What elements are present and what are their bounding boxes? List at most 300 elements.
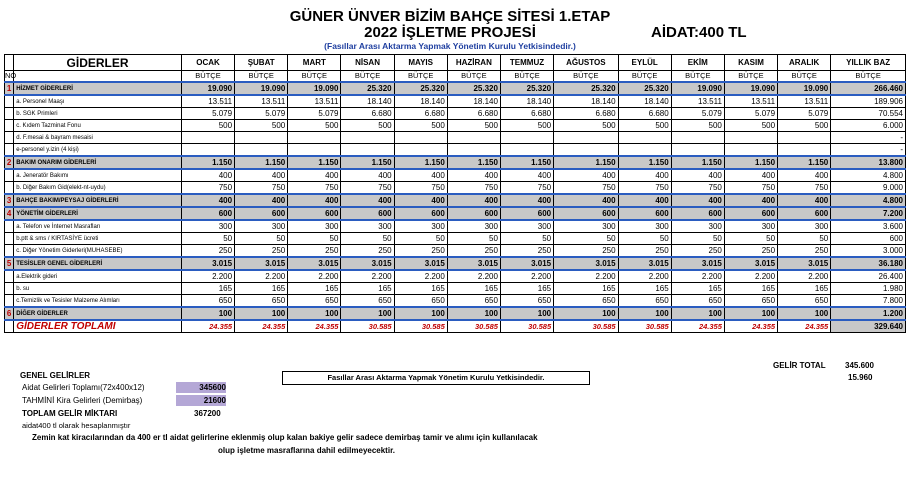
month-value: 400 bbox=[235, 194, 288, 207]
annual-value: 1.200 bbox=[831, 307, 906, 320]
month-value: 750 bbox=[235, 182, 288, 195]
month-value: 6.680 bbox=[341, 108, 394, 120]
month-value: 100 bbox=[724, 307, 777, 320]
butce-label: BÜTÇE bbox=[447, 71, 500, 83]
item-row bbox=[5, 120, 906, 132]
month-value: 24.355 bbox=[288, 320, 341, 333]
month-value: 13.511 bbox=[181, 95, 234, 108]
month-value: 400 bbox=[288, 169, 341, 182]
month-value: 400 bbox=[671, 194, 724, 207]
row-label: a. Jeneratör Bakımı bbox=[14, 169, 182, 182]
month-value: 400 bbox=[500, 169, 553, 182]
month-value: 1.150 bbox=[618, 156, 671, 169]
month-value: 500 bbox=[394, 120, 447, 132]
month-value bbox=[671, 144, 724, 157]
toplam-gelir-label: TOPLAM GELİR MİKTARI bbox=[22, 409, 118, 418]
group-row bbox=[5, 307, 906, 320]
month-value bbox=[341, 132, 394, 144]
month-value: 100 bbox=[288, 307, 341, 320]
month-value: 750 bbox=[288, 182, 341, 195]
month-value: 300 bbox=[778, 220, 831, 233]
month-value: 650 bbox=[341, 295, 394, 308]
month-value: 18.140 bbox=[394, 95, 447, 108]
annual-value: 3.600 bbox=[831, 220, 906, 233]
item-row bbox=[5, 182, 906, 195]
row-label: HİZMET GİDERLERİ bbox=[14, 82, 182, 95]
group-row bbox=[5, 257, 906, 270]
yillik-header: YILLIK BAZ bbox=[831, 55, 906, 71]
month-header: MART bbox=[288, 55, 341, 71]
month-value: 2.200 bbox=[778, 270, 831, 283]
month-value: 600 bbox=[554, 207, 618, 220]
month-value: 300 bbox=[500, 220, 553, 233]
month-value: 165 bbox=[724, 283, 777, 295]
month-value: 165 bbox=[671, 283, 724, 295]
month-value: 600 bbox=[235, 207, 288, 220]
month-value bbox=[235, 144, 288, 157]
month-header: ŞUBAT bbox=[235, 55, 288, 71]
month-value: 1.150 bbox=[181, 156, 234, 169]
month-value: 650 bbox=[778, 295, 831, 308]
butce-label: BÜTÇE bbox=[778, 71, 831, 83]
month-value: 100 bbox=[554, 307, 618, 320]
month-header: EYLÜL bbox=[618, 55, 671, 71]
budget-table bbox=[4, 54, 906, 333]
group-row bbox=[5, 156, 906, 169]
month-value: 2.200 bbox=[671, 270, 724, 283]
month-value: 100 bbox=[671, 307, 724, 320]
butce-label: BÜTÇE bbox=[618, 71, 671, 83]
month-value: 100 bbox=[618, 307, 671, 320]
month-value: 600 bbox=[778, 207, 831, 220]
month-value: 500 bbox=[554, 120, 618, 132]
month-value bbox=[394, 144, 447, 157]
month-value: 3.015 bbox=[235, 257, 288, 270]
row-number: 1 bbox=[5, 82, 14, 95]
month-value: 500 bbox=[341, 120, 394, 132]
month-value: 3.015 bbox=[724, 257, 777, 270]
row-number bbox=[5, 233, 14, 245]
month-value: 400 bbox=[618, 194, 671, 207]
group-row bbox=[5, 194, 906, 207]
month-value: 19.090 bbox=[671, 82, 724, 95]
month-value: 650 bbox=[500, 295, 553, 308]
month-value: 1.150 bbox=[341, 156, 394, 169]
row-label: b. Diğer Bakım Gid(elekt-nt-uydu) bbox=[14, 182, 182, 195]
month-value: 400 bbox=[447, 194, 500, 207]
header-row bbox=[5, 55, 906, 71]
aidat-gelirleri-label: Aidat Gelirleri Toplamı(72x400x12) bbox=[22, 383, 145, 392]
genel-gelirler-label: GENEL GELİRLER bbox=[20, 371, 91, 380]
month-value: 500 bbox=[671, 120, 724, 132]
month-value: 600 bbox=[671, 207, 724, 220]
row-number: 6 bbox=[5, 307, 14, 320]
month-value: 13.511 bbox=[724, 95, 777, 108]
month-value: 100 bbox=[500, 307, 553, 320]
month-value: 600 bbox=[500, 207, 553, 220]
month-value: 19.090 bbox=[778, 82, 831, 95]
month-value: 500 bbox=[724, 120, 777, 132]
month-value: 750 bbox=[394, 182, 447, 195]
row-number bbox=[5, 283, 14, 295]
gelir-total-value: 345.600 bbox=[845, 361, 874, 370]
butce-label: BÜTÇE bbox=[831, 71, 906, 83]
month-value: 165 bbox=[181, 283, 234, 295]
month-value: 650 bbox=[235, 295, 288, 308]
month-value: 600 bbox=[724, 207, 777, 220]
no-header: NO bbox=[5, 71, 17, 80]
butce-row bbox=[5, 71, 906, 83]
month-value: 1.150 bbox=[554, 156, 618, 169]
month-value: 650 bbox=[724, 295, 777, 308]
month-value: 2.200 bbox=[724, 270, 777, 283]
item-row bbox=[5, 108, 906, 120]
month-value: 500 bbox=[181, 120, 234, 132]
month-value: 30.585 bbox=[500, 320, 553, 333]
month-value: 50 bbox=[447, 233, 500, 245]
row-label: b. su bbox=[14, 283, 182, 295]
month-value bbox=[447, 144, 500, 157]
page-subtitle: 2022 İŞLETME PROJESİ bbox=[364, 24, 536, 41]
month-value: 165 bbox=[394, 283, 447, 295]
toplam-gelir-value: 367200 bbox=[194, 409, 221, 418]
annual-value: 7.800 bbox=[831, 295, 906, 308]
month-value: 750 bbox=[500, 182, 553, 195]
month-header: TEMMUZ bbox=[500, 55, 553, 71]
month-value: 400 bbox=[341, 169, 394, 182]
row-label: c.Temizlik ve Tesisler Malzeme Alımları bbox=[14, 295, 182, 308]
month-value: 100 bbox=[235, 307, 288, 320]
month-value: 600 bbox=[288, 207, 341, 220]
annual-value: 329.640 bbox=[831, 320, 906, 333]
group-row bbox=[5, 82, 906, 95]
month-value: 400 bbox=[724, 169, 777, 182]
month-value: 600 bbox=[394, 207, 447, 220]
month-value: 400 bbox=[554, 194, 618, 207]
month-value: 165 bbox=[618, 283, 671, 295]
row-number: 5 bbox=[5, 257, 14, 270]
month-value: 400 bbox=[181, 194, 234, 207]
month-value: 300 bbox=[181, 220, 234, 233]
row-number: 3 bbox=[5, 194, 14, 207]
butce-label: BÜTÇE bbox=[500, 71, 553, 83]
month-value: 13.511 bbox=[288, 95, 341, 108]
month-value: 24.355 bbox=[724, 320, 777, 333]
annual-value: - bbox=[831, 132, 906, 144]
month-value: 250 bbox=[778, 245, 831, 258]
month-value: 3.015 bbox=[618, 257, 671, 270]
butce-label: BÜTÇE bbox=[181, 71, 234, 83]
month-value: 24.355 bbox=[671, 320, 724, 333]
month-value: 1.150 bbox=[394, 156, 447, 169]
annual-value: 3.000 bbox=[831, 245, 906, 258]
month-value: 2.200 bbox=[554, 270, 618, 283]
butce-label: BÜTÇE bbox=[554, 71, 618, 83]
month-value: 750 bbox=[554, 182, 618, 195]
butce-label: BÜTÇE bbox=[394, 71, 447, 83]
item-row bbox=[5, 95, 906, 108]
month-value: 400 bbox=[394, 169, 447, 182]
top-note: (Fasıllar Arası Aktarma Yapmak Yönetim Kurulu Yetkisindedir.) bbox=[324, 41, 576, 51]
row-label: TESİSLER GENEL GİDERLERİ bbox=[14, 257, 182, 270]
month-value: 30.585 bbox=[447, 320, 500, 333]
month-value: 165 bbox=[341, 283, 394, 295]
month-value bbox=[724, 144, 777, 157]
month-value: 165 bbox=[778, 283, 831, 295]
month-value: 400 bbox=[341, 194, 394, 207]
month-value: 650 bbox=[394, 295, 447, 308]
month-value: 19.090 bbox=[724, 82, 777, 95]
annual-value: 189.906 bbox=[831, 95, 906, 108]
month-value: 750 bbox=[724, 182, 777, 195]
month-value: 19.090 bbox=[181, 82, 234, 95]
month-value: 400 bbox=[618, 169, 671, 182]
month-value: 400 bbox=[778, 169, 831, 182]
month-value: 13.511 bbox=[235, 95, 288, 108]
month-value: 300 bbox=[235, 220, 288, 233]
month-value: 18.140 bbox=[500, 95, 553, 108]
month-value: 300 bbox=[341, 220, 394, 233]
row-label: c. Diğer Yönetim Giderleri(MUHASEBE) bbox=[14, 245, 182, 258]
annual-value: 9.000 bbox=[831, 182, 906, 195]
month-value bbox=[554, 144, 618, 157]
month-value bbox=[618, 132, 671, 144]
month-value: 3.015 bbox=[341, 257, 394, 270]
month-value: 50 bbox=[341, 233, 394, 245]
month-value: 6.680 bbox=[554, 108, 618, 120]
month-value: 300 bbox=[288, 220, 341, 233]
transfer-note-box: Fasıllar Arası Aktarma Yapmak Yönetim Kurulu Yetkisindedir. bbox=[282, 371, 590, 385]
month-value: 250 bbox=[724, 245, 777, 258]
month-value: 25.320 bbox=[394, 82, 447, 95]
item-row bbox=[5, 295, 906, 308]
month-value: 3.015 bbox=[554, 257, 618, 270]
month-value: 2.200 bbox=[341, 270, 394, 283]
month-value: 165 bbox=[235, 283, 288, 295]
annual-value: 266.460 bbox=[831, 82, 906, 95]
month-value: 400 bbox=[671, 169, 724, 182]
row-number: 2 bbox=[5, 156, 14, 169]
month-value: 50 bbox=[778, 233, 831, 245]
month-value: 2.200 bbox=[235, 270, 288, 283]
month-value: 5.079 bbox=[671, 108, 724, 120]
month-value: 6.680 bbox=[618, 108, 671, 120]
month-value: 165 bbox=[500, 283, 553, 295]
month-value: 600 bbox=[181, 207, 234, 220]
month-value: 2.200 bbox=[500, 270, 553, 283]
month-value: 250 bbox=[671, 245, 724, 258]
month-value: 6.680 bbox=[500, 108, 553, 120]
month-value: 650 bbox=[181, 295, 234, 308]
month-value: 5.079 bbox=[181, 108, 234, 120]
month-value: 100 bbox=[341, 307, 394, 320]
month-value: 25.320 bbox=[618, 82, 671, 95]
month-value: 3.015 bbox=[671, 257, 724, 270]
month-value: 1.150 bbox=[288, 156, 341, 169]
month-value: 6.680 bbox=[394, 108, 447, 120]
month-value: 500 bbox=[500, 120, 553, 132]
month-value: 24.355 bbox=[778, 320, 831, 333]
month-value: 50 bbox=[671, 233, 724, 245]
month-value: 2.200 bbox=[394, 270, 447, 283]
total-row bbox=[5, 320, 906, 333]
butce-label: BÜTÇE bbox=[288, 71, 341, 83]
month-value: 30.585 bbox=[394, 320, 447, 333]
month-value: 5.079 bbox=[778, 108, 831, 120]
butce-label: BÜTÇE bbox=[341, 71, 394, 83]
month-value: 600 bbox=[447, 207, 500, 220]
month-header: OCAK bbox=[181, 55, 234, 71]
month-value: 3.015 bbox=[288, 257, 341, 270]
month-value bbox=[671, 132, 724, 144]
month-value: 50 bbox=[394, 233, 447, 245]
row-label: a.Elektrik gideri bbox=[14, 270, 182, 283]
annual-value: 26.400 bbox=[831, 270, 906, 283]
month-value: 165 bbox=[288, 283, 341, 295]
month-header: MAYIS bbox=[394, 55, 447, 71]
month-value bbox=[778, 144, 831, 157]
month-value: 165 bbox=[554, 283, 618, 295]
item-row bbox=[5, 283, 906, 295]
month-value: 400 bbox=[235, 169, 288, 182]
row-number bbox=[5, 270, 14, 283]
month-value: 2.200 bbox=[447, 270, 500, 283]
month-value: 30.585 bbox=[554, 320, 618, 333]
month-value: 25.320 bbox=[341, 82, 394, 95]
month-value: 400 bbox=[181, 169, 234, 182]
aidat-label: AİDAT:400 TL bbox=[651, 24, 747, 41]
row-number bbox=[5, 108, 14, 120]
month-value: 400 bbox=[724, 194, 777, 207]
row-number bbox=[5, 182, 14, 195]
month-value: 100 bbox=[394, 307, 447, 320]
item-row bbox=[5, 132, 906, 144]
month-header: AĞUSTOS bbox=[554, 55, 618, 71]
month-value: 13.511 bbox=[778, 95, 831, 108]
annual-value: 7.200 bbox=[831, 207, 906, 220]
month-value bbox=[181, 144, 234, 157]
month-value: 1.150 bbox=[671, 156, 724, 169]
annual-value: 70.554 bbox=[831, 108, 906, 120]
month-value: 400 bbox=[778, 194, 831, 207]
row-number bbox=[5, 220, 14, 233]
month-value: 1.150 bbox=[500, 156, 553, 169]
month-value: 300 bbox=[447, 220, 500, 233]
month-value bbox=[500, 144, 553, 157]
annual-value: 600 bbox=[831, 233, 906, 245]
month-value: 750 bbox=[181, 182, 234, 195]
giderler-header: GİDERLER bbox=[14, 55, 182, 71]
row-label: e-personel y.izin (4 kişi) bbox=[14, 144, 182, 157]
row-label: b.ptt & sms / KIRTASİYE ücreti bbox=[14, 233, 182, 245]
month-value: 250 bbox=[394, 245, 447, 258]
month-value: 300 bbox=[618, 220, 671, 233]
month-value: 3.015 bbox=[447, 257, 500, 270]
month-value: 650 bbox=[447, 295, 500, 308]
month-value: 5.079 bbox=[288, 108, 341, 120]
footer-note-2: olup işletme masraflarına dahil edilmeyecektir. bbox=[218, 446, 395, 455]
row-label: BAKIM ONARIM GİDERLERİ bbox=[14, 156, 182, 169]
month-value: 300 bbox=[554, 220, 618, 233]
month-value: 24.355 bbox=[235, 320, 288, 333]
month-value: 18.140 bbox=[341, 95, 394, 108]
page-title: GÜNER ÜNVER BİZİM BAHÇE SİTESİ 1.ETAP bbox=[289, 8, 611, 25]
month-value bbox=[724, 132, 777, 144]
month-value bbox=[394, 132, 447, 144]
month-value: 600 bbox=[618, 207, 671, 220]
month-value: 650 bbox=[554, 295, 618, 308]
month-value: 24.355 bbox=[181, 320, 234, 333]
row-label: d. F.mesai & bayram mesaisi bbox=[14, 132, 182, 144]
item-row bbox=[5, 233, 906, 245]
row-number bbox=[5, 144, 14, 157]
month-value: 5.079 bbox=[235, 108, 288, 120]
month-value: 250 bbox=[235, 245, 288, 258]
annual-value: 4.800 bbox=[831, 169, 906, 182]
month-value: 1.150 bbox=[724, 156, 777, 169]
annual-value: 6.000 bbox=[831, 120, 906, 132]
row-label: BAHÇE BAKIM/PEYSAJ GİDERLERİ bbox=[14, 194, 182, 207]
month-value: 50 bbox=[618, 233, 671, 245]
month-value: 500 bbox=[235, 120, 288, 132]
month-value: 400 bbox=[554, 169, 618, 182]
row-label: GİDERLER TOPLAMI bbox=[14, 320, 182, 333]
kira-label: TAHMİNİ Kira Gelirleri (Demirbaş) bbox=[22, 396, 143, 405]
row-number: 4 bbox=[5, 207, 14, 220]
row-number bbox=[5, 295, 14, 308]
month-value: 750 bbox=[618, 182, 671, 195]
month-value: 3.015 bbox=[778, 257, 831, 270]
month-value: 25.320 bbox=[554, 82, 618, 95]
month-value: 250 bbox=[447, 245, 500, 258]
month-value bbox=[554, 132, 618, 144]
month-value bbox=[235, 132, 288, 144]
row-number bbox=[5, 320, 14, 333]
month-value: 500 bbox=[778, 120, 831, 132]
month-value: 500 bbox=[447, 120, 500, 132]
month-value: 400 bbox=[500, 194, 553, 207]
gelir-total-label: GELİR TOTAL bbox=[773, 361, 826, 370]
month-value: 300 bbox=[394, 220, 447, 233]
row-number bbox=[5, 95, 14, 108]
aidat-note: aidat400 tl olarak hesaplanmıştır bbox=[22, 421, 131, 430]
month-value: 750 bbox=[671, 182, 724, 195]
month-value: 30.585 bbox=[341, 320, 394, 333]
month-value: 25.320 bbox=[447, 82, 500, 95]
month-value: 2.200 bbox=[181, 270, 234, 283]
month-value: 2.200 bbox=[618, 270, 671, 283]
month-value: 50 bbox=[500, 233, 553, 245]
month-value: 50 bbox=[288, 233, 341, 245]
month-value: 13.511 bbox=[671, 95, 724, 108]
item-row bbox=[5, 144, 906, 157]
month-value: 18.140 bbox=[447, 95, 500, 108]
month-value: 1.150 bbox=[447, 156, 500, 169]
month-value: 650 bbox=[288, 295, 341, 308]
month-value: 250 bbox=[341, 245, 394, 258]
month-header: EKİM bbox=[671, 55, 724, 71]
row-label: b. SGK Primleri bbox=[14, 108, 182, 120]
month-value: 50 bbox=[724, 233, 777, 245]
month-value: 250 bbox=[288, 245, 341, 258]
month-header: HAZİRAN bbox=[447, 55, 500, 71]
month-value bbox=[500, 132, 553, 144]
row-number bbox=[5, 169, 14, 182]
month-value: 300 bbox=[724, 220, 777, 233]
row-number bbox=[5, 245, 14, 258]
item-row bbox=[5, 169, 906, 182]
month-value: 19.090 bbox=[235, 82, 288, 95]
